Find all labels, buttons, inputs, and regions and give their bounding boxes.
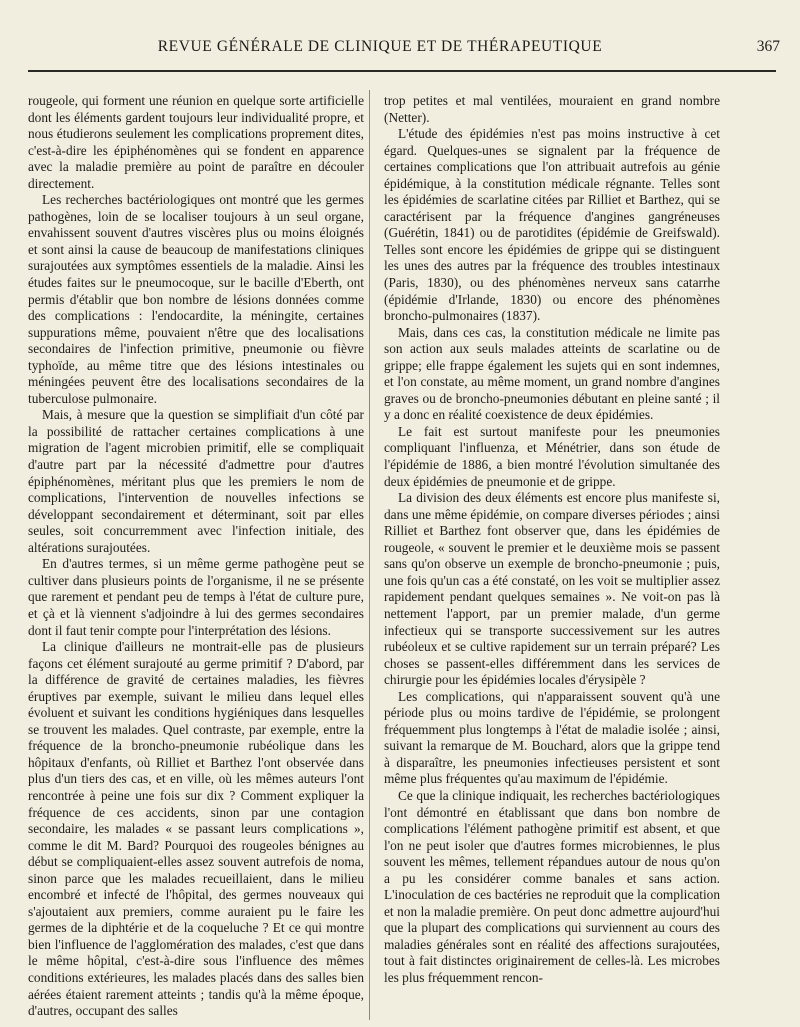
paragraph: Ce que la clinique indiquait, les recherches bactériologiques l'ont démontré en établissant que dans bon nombre de complications l'élément pathogène primitif est absent, et que l'on ne peut isoler que d'autres formes microbiennes, le plus souvent les mêmes, tellement répandues autour de nous qu'on a pu les considérer comme banales et sans action. L'inoculation de ces bactéries ne reproduit que la complication et non la maladie première. On peut donc admettre aujourd'hui que la plupart des complications qui surviennent au cours des maladies générales sont en réalité des affections surajoutées, tout à fait distinctes originairement de celles-là. Les microbes les plus fréquemment rencon- [384, 787, 720, 985]
left-column [28, 93, 364, 1018]
paragraph: trop petites et mal ventilées, mouraient en grand nombre (Netter). [384, 93, 720, 125]
page-number: 367 [756, 38, 780, 55]
paragraph: Le fait est surtout manifeste pour les pneumonies compliquant l'influenza, et Ménétrier, dans son étude de l'épidémie de 1886, a bien montré l'évolution simultanée des deux épidémies de pneumonie et de grippe. [384, 423, 720, 489]
paragraph: Les recherches bactériologiques ont montré que les germes pathogènes, loin de se localiser toujours à un seul organe, envahissent souvent d'autres viscères plus ou moins éloignés et sont ainsi la cause de beaucoup de manifestations cliniques surajoutées aux symptômes essentiels de la maladie. Ainsi les études faites sur le pneumocoque, sur le bacille d'Eberth, ont permis d'établir que bon nombre de lésions données comme des complications : l'endocardite, la méningite, certaines suppurations même, pouvaient n'être que des localisations secondaires de l'infection primitive, pneumonie ou fièvre typhoïde, au même titre que des lésions intestinales ou méningées peuvent être des localisations secondaires de la tuberculose pulmonaire. [28, 192, 364, 406]
paragraph: Les complications, qui n'apparaissent souvent qu'à une période plus ou moins tardive de l'épidémie, se prolongent fréquemment plus longtemps à l'état de maladie isolée ; ainsi, suivant la remarque de M. Bouchard, alors que la grippe tend à disparaître, les pneumonies infectieuses persistent et sont même plus fréquentes qu'au maximum de l'épidémie. [384, 688, 720, 787]
paragraph: Mais, dans ces cas, la constitution médicale ne limite pas son action aux seuls malades atteints de scarlatine ou de grippe; elle frappe également les sujets qui en sont indemnes, et l'on constate, au même moment, un grand nombre d'angines graves ou de broncho-pneumonies débutant en pleine santé ; il y a donc en réalité coexistence de deux épidémies. [384, 324, 720, 423]
paragraph: En d'autres termes, si un même germe pathogène peut se cultiver dans plusieurs points de l'organisme, il ne se présente que rarement et pendant peu de temps à l'état de culture pure, et çà et là viennent s'adjoindre à lui des germes secondaires dont il faut tenir compte pour l'interprétation des lésions. [28, 556, 364, 638]
header-rule [28, 70, 776, 72]
paragraph: La division des deux éléments est encore plus manifeste si, dans une même épidémie, on compare diverses périodes ; ainsi Rilliet et Barthez font observer que, dans les épidémies de rougeole, « souvent le premier et le deuxième mois se passent sans qu'on observe un exemple de broncho-pneumonie ; puis, une fois qu'un cas a été constaté, on les voit se multiplier assez rapidement pendant quelques semaines ». Ne voit-on pas là nettement l'apport, par un premier malade, d'un germe infectieux qui se transporte successivement sur les autres rubéoleux et se cultive rapidement sur un terrain préparé? Les choses se passent-elles différemment dans les services de chirurgie pour les épidémies locales d'érysipèle ? [384, 490, 720, 688]
running-header [0, 38, 800, 62]
journal-title: REVUE GÉNÉRALE DE CLINIQUE ET DE THÉRAPEUTIQUE [157, 38, 603, 55]
paragraph: La clinique d'ailleurs ne montrait-elle pas de plusieurs façons cet élément surajouté au germe primitif ? D'abord, par la différence de gravité de certaines maladies, les fièvres éruptives par exemple, suivant le milieu dans lequel elles évoluent et suivant les conditions hygiéniques dans lesquelles se trouvent les malades. Quel contraste, par exemple, entre la fréquence de la broncho-pneumonie rubéolique dans les hôpitaux d'enfants, où Rilliet et Barthez l'ont observée dans plus d'un tiers des cas, et en ville, où les mêmes auteurs l'ont rencontrée à peine une fois sur dix ? Comment expliquer la fréquence de ces accidents, sinon par une contagion secondaire, les malades « se passant leurs complications », comme le dit M. Bard? Pourquoi des rougeoles bénignes au début se compliquaient-elles assez souvent autrefois de noma, sinon parce que les malades recueillaient, dans le milieu encombré et infecté de l'hôpital, des germes nouveaux qui s'ajoutaient aux premiers, comme auraient pu le faire les germes de la diphtérie et de la coqueluche ? Et ce qui montre bien l'influence de l'agglomération des malades, c'est que dans le même hôpital, c'est-à-dire sous l'influence des mêmes conditions extérieures, les malades placés dans des salles bien aérées étaient rarement atteints ; tandis qu'à la même époque, d'autres, occupant des salles [28, 639, 364, 1018]
paragraph: rougeole, qui forment une réunion en quelque sorte artificielle dont les éléments gardent toujours leur individualité propre, et nous étudierons seulement les complications proprement dites, c'est-à-dire les épiphénomènes qui se fondent en apparence avec la maladie première au point de paraître en découler directement. [28, 93, 364, 191]
paragraph: L'étude des épidémies n'est pas moins instructive à cet égard. Quelques-unes se signalent par la fréquence de certaines complications que l'on attribuait autrefois au génie épidémique, à la constitution médicale régnante. Telles sont les épidémies de scarlatine citées par Rilliet et Barthez, qui se caractérisent par la fréquence d'angines gangréneuses (Guérétin, 1841) ou de parotidites (épidémie de Greifswald). Telles sont encore les épidémies de grippe qui se distinguent les unes des autres par la fréquence des troubles intestinaux (Paris, 1830), ou des phénomènes nerveux sans catarrhe (épidémie d'Irlande, 1830) ou encore des phénomènes broncho-pulmonaires (1837). [384, 126, 720, 324]
paragraph: Mais, à mesure que la question se simplifiait d'un côté par la possibilité de rattacher certaines complications à une migration de l'agent microbien primitif, elle se compliquait d'autre part par la nécessité d'admettre pour d'autres épiphénomènes, méritant plus que les premiers le nom de complications, l'intervention de nouvelles infections se développant secondairement et déterminant, soit par elles seules, soit concurremment avec l'infection initiale, des altérations surajoutées. [28, 407, 364, 555]
right-column [384, 93, 720, 1018]
column-divider [369, 90, 370, 1020]
